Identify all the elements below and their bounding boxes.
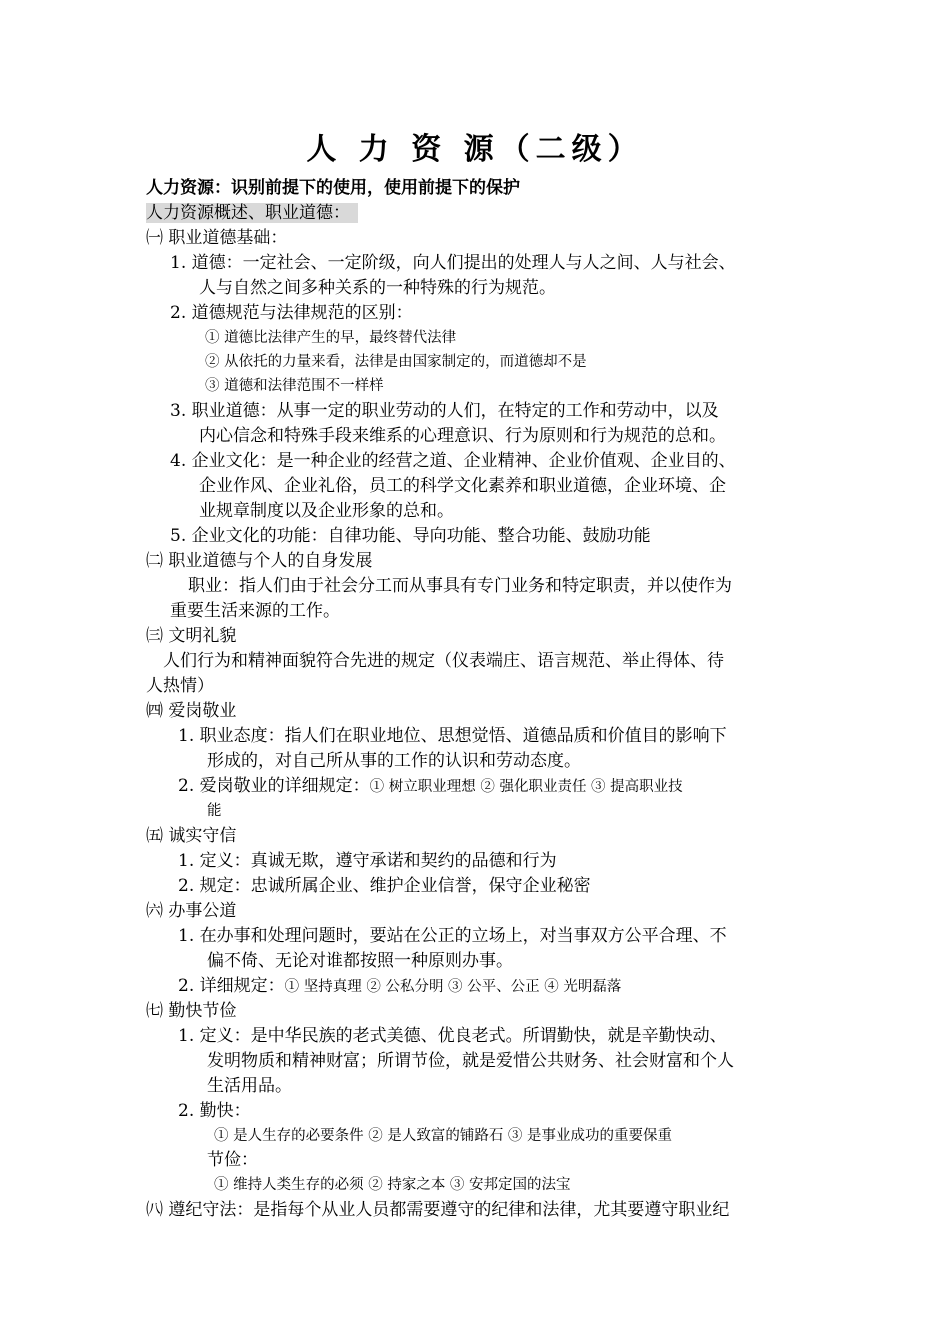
section-1-heading: ㈠ 职业道德基础： <box>146 228 288 248</box>
paragraph: 职业：指人们由于社会分工而从事具有专门业务和特定职责，并以使作为 <box>188 576 732 596</box>
sub-items: ① 是人生存的必要条件 ② 是人致富的铺路石 ③ 是事业成功的重要保重 <box>214 1128 673 1144</box>
sub-items: ① 坚持真理 ② 公私分明 ③ 公平、公正 ④ 光明磊落 <box>284 979 622 995</box>
list-item: 1. 定义：是中华民族的老式美德、优良老式。所谓勤快，就是辛勤快动、 <box>178 1026 727 1046</box>
list-item: 5. 企业文化的功能：自律功能、导向功能、整合功能、鼓励功能 <box>170 526 651 546</box>
sub-item: ② 从依托的力量来看，法律是由国家制定的，而道德却不是 <box>205 354 587 370</box>
list-item: 4. 企业文化：是一种企业的经营之道、企业精神、企业价值观、企业目的、 <box>170 451 736 471</box>
list-item-cont: 人与自然之间多种关系的一种特殊的行为规范。 <box>199 278 556 298</box>
list-item <box>178 774 683 799</box>
list-item: 1. 职业态度：指人们在职业地位、思想觉悟、道德品质和价值目的影响下 <box>178 726 727 746</box>
section-3-heading: ㈢ 文明礼貌 <box>146 626 237 646</box>
page-title: 人 力 资 源（二级） <box>306 132 644 167</box>
section-heading: 人力资源概述、职业道德： <box>146 203 358 223</box>
list-item: 节俭： <box>207 1150 258 1170</box>
section-8-heading: ㈧ 遵纪守法：是指每个从业人员都需要遵守的纪律和法律，尤其要遵守职业纪 <box>146 1200 730 1220</box>
sub-item: ③ 道德和法律范围不一样样 <box>205 378 384 394</box>
subtitle: 人力资源：识别前提下的使用，使用前提下的保护 <box>146 178 520 198</box>
section-7-heading: ㈦ 勤快节俭 <box>146 1001 237 1021</box>
list-item: 3. 职业道德：从事一定的职业劳动的人们，在特定的工作和劳动中，以及 <box>170 401 719 421</box>
list-item <box>178 974 621 999</box>
sub-item: ① 道德比法律产生的早，最终替代法律 <box>205 330 457 346</box>
list-item: 1. 道德：一定社会、一定阶级，向人们提出的处理人与人之间、人与社会、 <box>170 253 736 273</box>
list-item-cont: 企业作风、企业礼俗，员工的科学文化素养和职业道德，企业环境、企 <box>199 476 726 496</box>
list-item: 1. 定义：真诚无欺，遵守承诺和契约的品德和行为 <box>178 851 557 871</box>
sub-items: ① 树立职业理想 ② 强化职业责任 ③ 提高职业技 <box>369 779 683 795</box>
list-item-cont: 内心信念和特殊手段来维系的心理意识、行为原则和行为规范的总和。 <box>199 426 726 446</box>
section-2-heading: ㈡ 职业道德与个人的自身发展 <box>146 551 373 571</box>
list-item-cont: 生活用品。 <box>207 1076 292 1096</box>
section-4-heading: ㈣ 爱岗敬业 <box>146 701 237 721</box>
list-item-cont: 发明物质和精神财富；所谓节俭，就是爱惜公共财务、社会财富和个人 <box>207 1051 734 1071</box>
list-item-cont: 能 <box>207 803 222 819</box>
list-item: 2. 道德规范与法律规范的区别： <box>170 303 413 323</box>
list-item: 1. 在办事和处理问题时，要站在公正的立场上，对当事双方公平合理、不 <box>178 926 727 946</box>
paragraph-cont: 重要生活来源的工作。 <box>170 601 340 621</box>
paragraph: 人们行为和精神面貌符合先进的规定（仪表端庄、语言规范、举止得体、待 <box>163 651 724 671</box>
list-item: 2. 规定：忠诚所属企业、维护企业信誉，保守企业秘密 <box>178 876 591 896</box>
section-6-heading: ㈥ 办事公道 <box>146 901 237 921</box>
list-item-cont: 业规章制度以及企业形象的总和。 <box>199 501 454 521</box>
sub-items: ① 维持人类生存的必须 ② 持家之本 ③ 安邦定国的法宝 <box>214 1177 571 1193</box>
list-item-label: 2. 爱岗敬业的详细规定： <box>178 776 370 796</box>
list-item-cont: 形成的，对自己所从事的工作的认识和劳动态度。 <box>207 751 581 771</box>
list-item: 2. 勤快： <box>178 1101 251 1121</box>
list-item-cont: 偏不倚、无论对谁都按照一种原则办事。 <box>207 951 513 971</box>
list-item-label: 2. 详细规定： <box>178 976 285 996</box>
paragraph-cont: 人热情） <box>146 676 214 696</box>
section-5-heading: ㈤ 诚实守信 <box>146 826 237 846</box>
